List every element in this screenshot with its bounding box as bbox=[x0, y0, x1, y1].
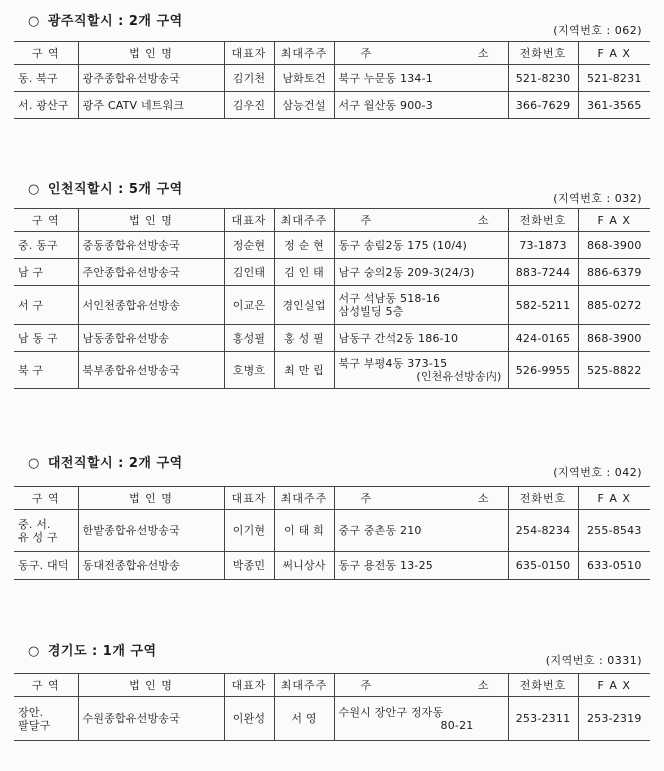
cell-district: 남 구 bbox=[14, 259, 78, 286]
col-rep: 대표자 bbox=[224, 487, 274, 510]
cell-shareholder: 김 인 태 bbox=[274, 259, 334, 286]
cell-rep: 홍성필 bbox=[224, 325, 274, 352]
table-daejeon bbox=[14, 486, 650, 580]
cell-shareholder: 남화토건 bbox=[274, 65, 334, 92]
cell-fax: 525-8822 bbox=[578, 352, 650, 389]
cell-address: 동구 용전동 13-25 bbox=[334, 552, 508, 580]
table-gwangju bbox=[14, 41, 650, 119]
area-code: (지역번호 : 062) bbox=[553, 24, 642, 37]
cell-rep: 김인태 bbox=[224, 259, 274, 286]
cell-shareholder: 최 만 립 bbox=[274, 352, 334, 389]
col-corp: 법 인 명 bbox=[78, 209, 224, 232]
cell-address: 남구 숭의2동 209-3(24/3) bbox=[334, 259, 508, 286]
col-shareholder: 최대주주 bbox=[274, 209, 334, 232]
col-phone: 전화번호 bbox=[508, 209, 578, 232]
col-district: 구 역 bbox=[14, 209, 78, 232]
col-shareholder: 최대주주 bbox=[274, 42, 334, 65]
cell-phone: 883-7244 bbox=[508, 259, 578, 286]
cell-shareholder: 이 태 희 bbox=[274, 510, 334, 552]
circle-bullet-icon: ○ bbox=[28, 456, 40, 471]
cell-corp: 남동종합유선방송 bbox=[78, 325, 224, 352]
section-title: ○ 경기도 : 1개 구역 bbox=[28, 644, 157, 659]
cell-shareholder: 써니상사 bbox=[274, 552, 334, 580]
cell-corp: 북부종합유선방송국 bbox=[78, 352, 224, 389]
col-phone: 전화번호 bbox=[508, 487, 578, 510]
col-corp: 법 인 명 bbox=[78, 674, 224, 697]
cell-phone: 366-7629 bbox=[508, 92, 578, 119]
cell-shareholder: 서 영 bbox=[274, 697, 334, 741]
cell-corp: 수원종합유선방송국 bbox=[78, 697, 224, 741]
col-district: 구 역 bbox=[14, 674, 78, 697]
col-phone: 전화번호 bbox=[508, 42, 578, 65]
cell-district: 중. 동구 bbox=[14, 232, 78, 259]
table-header-row bbox=[14, 674, 650, 697]
section-title: ○ 대전직할시 : 2개 구역 bbox=[28, 456, 183, 471]
address-line: 수원시 장안구 정자동 bbox=[338, 705, 444, 719]
circle-bullet-icon: ○ bbox=[28, 644, 40, 659]
col-address: 주 소 bbox=[334, 42, 508, 65]
col-district: 구 역 bbox=[14, 487, 78, 510]
col-fax: F A X bbox=[578, 42, 650, 65]
col-shareholder: 최대주주 bbox=[274, 674, 334, 697]
table-row bbox=[14, 352, 650, 389]
col-address: 주 소 bbox=[334, 209, 508, 232]
cell-corp: 서인천종합유선방송 bbox=[78, 286, 224, 325]
cell-corp: 동대전종합유선방송 bbox=[78, 552, 224, 580]
cell-shareholder: 경인실업 bbox=[274, 286, 334, 325]
cell-phone: 582-5211 bbox=[508, 286, 578, 325]
address-line: 북구 부평4동 373-15 bbox=[338, 357, 448, 370]
col-rep: 대표자 bbox=[224, 209, 274, 232]
circle-bullet-icon: ○ bbox=[28, 14, 40, 29]
table-row bbox=[14, 552, 650, 580]
table-row bbox=[14, 286, 650, 325]
col-phone: 전화번호 bbox=[508, 674, 578, 697]
cell-shareholder: 정 순 현 bbox=[274, 232, 334, 259]
cell-address: 남동구 간석2동 186-10 bbox=[334, 325, 508, 352]
table-header-row bbox=[14, 487, 650, 510]
cell-phone: 635-0150 bbox=[508, 552, 578, 580]
cell-shareholder: 홍 성 필 bbox=[274, 325, 334, 352]
cell-district: 서 구 bbox=[14, 286, 78, 325]
col-corp: 법 인 명 bbox=[78, 487, 224, 510]
cell-fax: 253-2319 bbox=[578, 697, 650, 741]
cell-rep: 김우진 bbox=[224, 92, 274, 119]
table-row bbox=[14, 65, 650, 92]
table-row bbox=[14, 232, 650, 259]
cell-address: 동구 송림2동 175 (10/4) bbox=[334, 232, 508, 259]
col-fax: F A X bbox=[578, 674, 650, 697]
cell-rep: 이기현 bbox=[224, 510, 274, 552]
cell-phone: 253-2311 bbox=[508, 697, 578, 741]
table-row bbox=[14, 510, 650, 552]
cell-district: 동. 북구 bbox=[14, 65, 78, 92]
table-gyeonggi bbox=[14, 673, 650, 741]
cell-district: 중. 서. 유 성 구 bbox=[14, 510, 78, 552]
area-code: (지역번호 : 042) bbox=[553, 466, 642, 479]
col-shareholder: 최대주주 bbox=[274, 487, 334, 510]
cell-fax: 633-0510 bbox=[578, 552, 650, 580]
table-header-row bbox=[14, 209, 650, 232]
cell-corp: 광주종합유선방송국 bbox=[78, 65, 224, 92]
address-note: (인천유선방송内) bbox=[416, 370, 502, 383]
cell-phone: 521-8230 bbox=[508, 65, 578, 92]
col-fax: F A X bbox=[578, 209, 650, 232]
cell-phone: 424-0165 bbox=[508, 325, 578, 352]
cell-address bbox=[334, 352, 508, 389]
cell-phone: 526-9955 bbox=[508, 352, 578, 389]
col-corp: 법 인 명 bbox=[78, 42, 224, 65]
area-code: (지역번호 : 0331) bbox=[545, 654, 642, 667]
cell-rep: 김기천 bbox=[224, 65, 274, 92]
cell-fax: 885-0272 bbox=[578, 286, 650, 325]
cell-phone: 254-8234 bbox=[508, 510, 578, 552]
cell-rep: 이교은 bbox=[224, 286, 274, 325]
cell-address bbox=[334, 697, 508, 741]
cell-district: 북 구 bbox=[14, 352, 78, 389]
cell-address: 서구 석남동 518-16 삼성빌딩 5층 bbox=[334, 286, 508, 325]
col-fax: F A X bbox=[578, 487, 650, 510]
area-code: (지역번호 : 032) bbox=[553, 192, 642, 205]
cell-fax: 886-6379 bbox=[578, 259, 650, 286]
col-district: 구 역 bbox=[14, 42, 78, 65]
cell-address: 북구 누문동 134-1 bbox=[334, 65, 508, 92]
table-row bbox=[14, 697, 650, 741]
cell-district: 서. 광산구 bbox=[14, 92, 78, 119]
col-rep: 대표자 bbox=[224, 674, 274, 697]
circle-bullet-icon: ○ bbox=[28, 182, 40, 197]
cell-corp: 주안종합유선방송국 bbox=[78, 259, 224, 286]
cell-fax: 868-3900 bbox=[578, 325, 650, 352]
cell-corp: 중동종합유선방송국 bbox=[78, 232, 224, 259]
col-address: 주 소 bbox=[334, 487, 508, 510]
address-line-2: 80-21 bbox=[440, 718, 474, 732]
cell-rep: 박종민 bbox=[224, 552, 274, 580]
cell-address: 서구 월산동 900-3 bbox=[334, 92, 508, 119]
cell-shareholder: 삼능건설 bbox=[274, 92, 334, 119]
cell-district: 동구. 대덕 bbox=[14, 552, 78, 580]
col-address: 주 소 bbox=[334, 674, 508, 697]
cell-fax: 868-3900 bbox=[578, 232, 650, 259]
section-title: ○ 인천직할시 : 5개 구역 bbox=[28, 182, 183, 197]
cell-corp: 한밭종합유선방송국 bbox=[78, 510, 224, 552]
table-row bbox=[14, 259, 650, 286]
cell-rep: 이완성 bbox=[224, 697, 274, 741]
cell-district: 남 동 구 bbox=[14, 325, 78, 352]
cell-corp: 광주 CATV 네트워크 bbox=[78, 92, 224, 119]
cell-rep: 정순현 bbox=[224, 232, 274, 259]
table-row bbox=[14, 325, 650, 352]
col-rep: 대표자 bbox=[224, 42, 274, 65]
table-row bbox=[14, 92, 650, 119]
section-title: ○ 광주직할시 : 2개 구역 bbox=[28, 14, 183, 29]
cell-district: 장안. 팔달구 bbox=[14, 697, 78, 741]
table-header-row bbox=[14, 42, 650, 65]
cell-fax: 361-3565 bbox=[578, 92, 650, 119]
cell-rep: 호병흐 bbox=[224, 352, 274, 389]
table-incheon bbox=[14, 208, 650, 389]
cell-fax: 521-8231 bbox=[578, 65, 650, 92]
cell-phone: 73-1873 bbox=[508, 232, 578, 259]
cell-fax: 255-8543 bbox=[578, 510, 650, 552]
cell-address: 중구 중촌동 210 bbox=[334, 510, 508, 552]
